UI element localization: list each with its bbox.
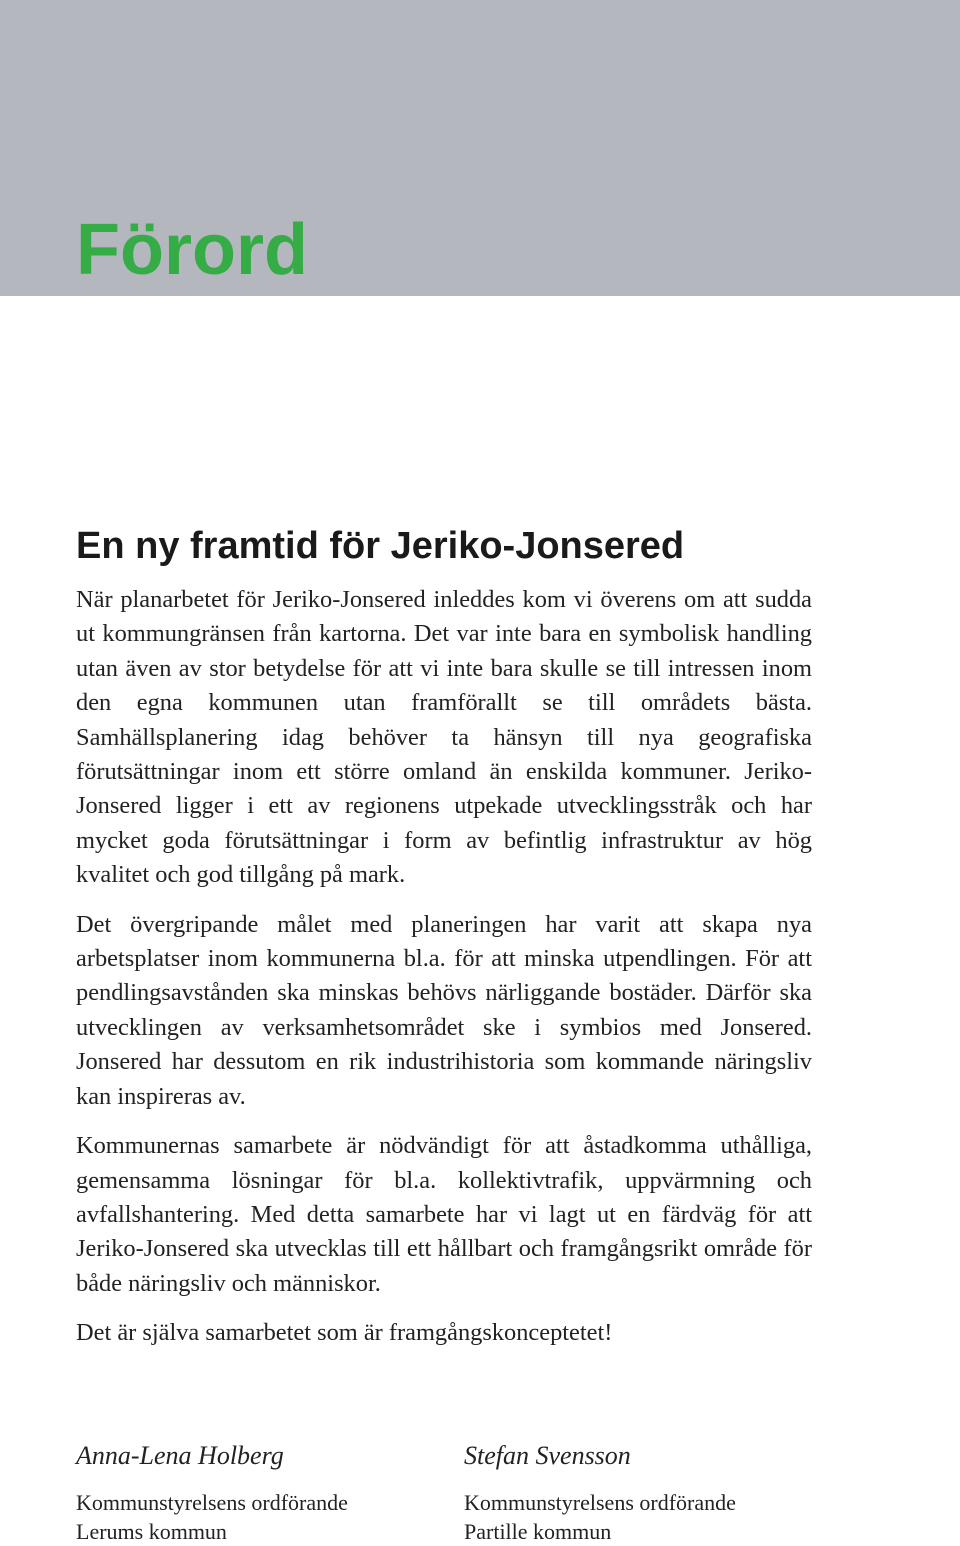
page-title: Förord	[76, 210, 308, 290]
paragraph-4: Det är själva samarbetet som är framgångskonceptetet!	[76, 1319, 613, 1347]
signature-block-2	[464, 1438, 844, 1546]
header-band	[0, 0, 960, 296]
section-heading: En ny framtid för Jeriko-Jonsered	[76, 525, 685, 567]
paragraph-1: När planarbetet för Jeriko-Jonsered inleddes kom vi överens om att sudda ut kommungränsen från kartorna. Det var inte bara en symbolisk handling utan även av stor betydelse för att vi inte bara skulle se till intressen inom den egna kommunen utan framförallt se till områdets bästa. Samhällsplanering idag behöver ta hänsyn till nya geografiska förutsättningar inom ett större omland än enskilda kommuner. Jeriko-Jonsered ligger i ett av regionens utpekade utvecklingsstråk och har mycket goda förutsättningar i form av befintlig infrastruktur av hög kvalitet och god tillgång på mark.	[76, 586, 812, 889]
signatory-role: Kommunstyrelsens ordförande	[464, 1490, 736, 1515]
signatory-name: Stefan Svensson	[464, 1441, 631, 1470]
signatory-role: Kommunstyrelsens ordförande	[76, 1490, 348, 1515]
body-text	[76, 583, 812, 1366]
paragraph-2: Det övergripande målet med planeringen har varit att skapa nya arbetsplatser inom kommunerna bl.a. för att minska utpendlingen. För att pendlingsavstånden ska minskas behövs närliggande bostäder. Därför ska utvecklingen av verksamhetsområdet ske i symbios med Jonsered. Jonsered har dessutom en rik industrihistoria som kommande näringsliv kan inspireras av.	[76, 910, 812, 1110]
signatory-name: Anna-Lena Holberg	[76, 1441, 284, 1470]
paragraph-3: Kommunernas samarbete är nödvändigt för att åstadkomma uthålliga, gemensamma lösningar för bl.a. kollektivtrafik, uppvärmning och avfallshantering. Med detta samarbete har vi lagt ut en färdväg för att Jeriko-Jonsered ska utvecklas till ett hållbart och framgångsrikt område för både näringsliv och människor.	[76, 1132, 812, 1297]
signatory-municipality: Lerums kommun	[76, 1519, 227, 1544]
signature-block-1	[76, 1438, 456, 1546]
signatory-municipality: Partille kommun	[464, 1519, 612, 1544]
